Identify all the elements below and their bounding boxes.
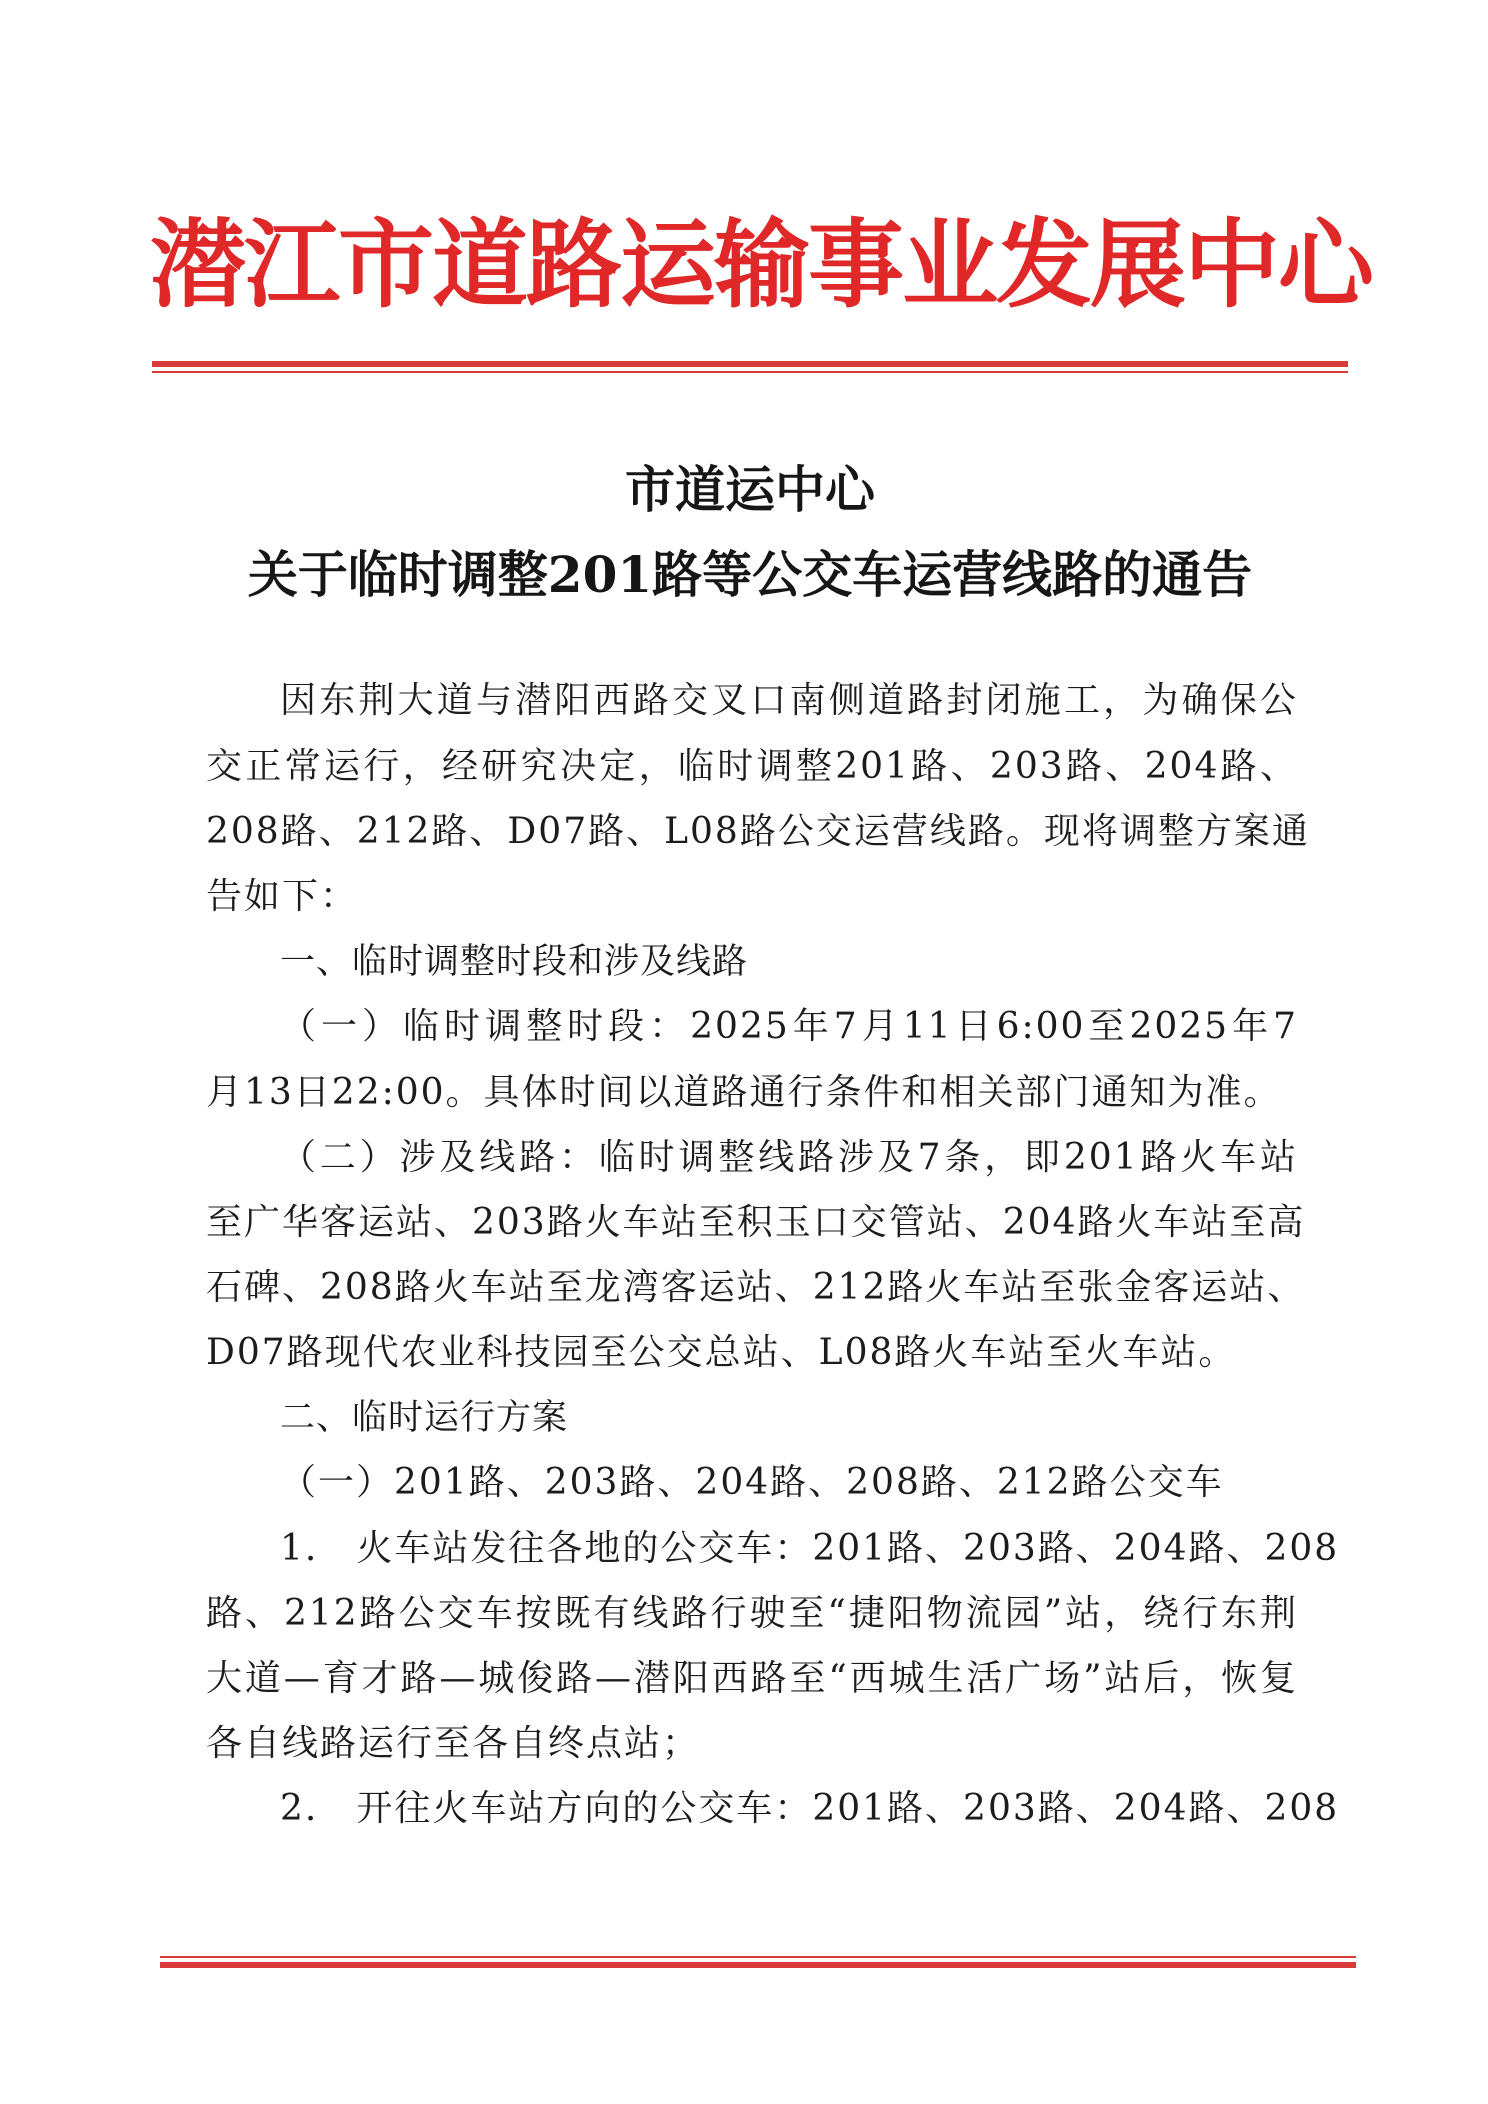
paragraph-line: 交正常运行，经研究决定，临时调整201路、203路、204路、 xyxy=(206,746,1298,787)
section-heading-1: 一、临时调整时段和涉及线路 xyxy=(280,942,749,982)
paragraph-line: D07路现代农业科技园至公交总站、L08路火车站至火车站。 xyxy=(206,1332,1237,1373)
paragraph-line: 1. 火车站发往各地的公交车：201路、203路、204路、208 xyxy=(280,1528,1340,1569)
paragraph-line: 因东荆大道与潜阳西路交叉口南侧道路封闭施工，为确保公 xyxy=(280,680,1298,721)
header-rule-thick xyxy=(152,361,1348,367)
paragraph-line: 告如下： xyxy=(206,876,359,917)
document-title: 关于临时调整201路等公交车运营线路的通告 xyxy=(247,545,1253,604)
paragraph-line: 大道—育才路—城俊路—潜阳西路至“西城生活广场”站后，恢复 xyxy=(206,1658,1298,1699)
paragraph-line: 至广华客运站、203路火车站至积玉口交管站、204路火车站至高 xyxy=(206,1202,1306,1243)
paragraph-line: （一）201路、203路、204路、208路、212路公交车 xyxy=(280,1462,1224,1503)
paragraph-line: （一）临时调整时段：2025年7月11日6:00至2025年7 xyxy=(280,1006,1298,1047)
paragraph-line: 石碑、208路火车站至龙湾客运站、212路火车站至张金客运站、 xyxy=(206,1267,1306,1308)
paragraph-line: 月13日22:00。具体时间以道路通行条件和相关部门通知为准。 xyxy=(206,1072,1282,1113)
section-heading-2: 二、临时运行方案 xyxy=(280,1398,569,1438)
header-rule-thin xyxy=(152,371,1348,373)
document-title-issuer: 市道运中心 xyxy=(625,460,875,519)
footer-rule-thin xyxy=(160,1956,1356,1958)
paragraph-line: （二）涉及线路：临时调整线路涉及7条，即201路火车站 xyxy=(280,1137,1298,1178)
footer-rule-thick xyxy=(160,1962,1356,1968)
org-header: 潜江市道路运输事业发展中心 xyxy=(150,209,1372,321)
paragraph-line: 208路、212路、D07路、L08路公交运营线路。现将调整方案通 xyxy=(206,811,1310,852)
paragraph-line: 2. 开往火车站方向的公交车：201路、203路、204路、208 xyxy=(280,1788,1340,1829)
paragraph-line: 各自线路运行至各自终点站； xyxy=(206,1723,701,1764)
paragraph-line: 路、212路公交车按既有线路行驶至“捷阳物流园”站，绕行东荆 xyxy=(206,1593,1298,1634)
